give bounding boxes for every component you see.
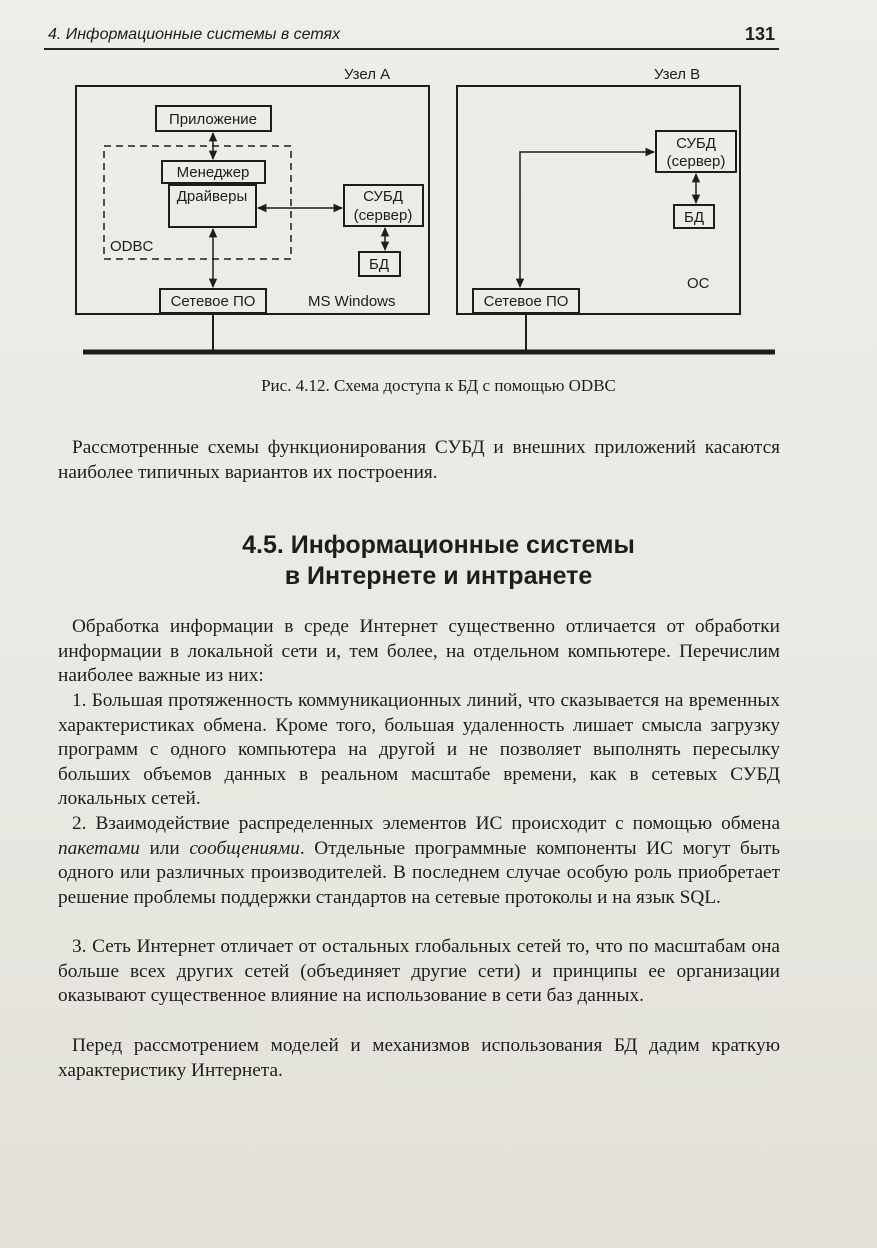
page-number: 131 xyxy=(744,24,775,44)
db-a-label: БД xyxy=(368,256,390,273)
running-title: 4. Информационные системы в сетях xyxy=(48,26,341,43)
dbms-a-label-line2: (сервер) xyxy=(353,207,413,224)
term-packets: пакетами xyxy=(58,837,140,859)
dbms-b-label-line1: СУБД xyxy=(676,135,716,152)
paragraph-3 xyxy=(58,812,780,910)
paragraph-3-start: 2. Взаимодействие распределенных элементов ИС происходит с помощью обмена xyxy=(72,813,780,834)
application-label: Приложение xyxy=(169,111,257,128)
db-b-label: БД xyxy=(683,209,705,226)
paragraph-2: 1. Большая протяженность коммуникационных линий, что сказывается на временных характеристиках обмена. Кроме того, большая удаленность лишает смысла загрузку программ с одного компьютера на другой и не позволяет выполнять пересылку больших объемов данных в реальном масштабе времени, как в сетевых СУБД локальных сетей. xyxy=(58,690,780,809)
os-a-label: MS Windows xyxy=(308,293,396,310)
paragraph-3-rest: . Отдельные программные компоненты ИС могут быть одного или различных производителей. В последнем случае особую роль приобретает решение проблемы поддержки стандартов на сетевые протоколы и на язык SQL. xyxy=(58,837,780,908)
network-software-a-label: Сетевое ПО xyxy=(170,293,256,310)
odbc-diagram xyxy=(0,0,877,380)
paragraph-5: Перед рассмотрением моделей и механизмов использования БД дадим краткую характеристику Интернета. xyxy=(58,1035,780,1081)
figure-caption: Рис. 4.12. Схема доступа к БД с помощью ODBC xyxy=(261,376,616,395)
dbms-b-label-line2: (сервер) xyxy=(666,153,726,170)
node-b-label: Узел В xyxy=(654,66,701,83)
section-heading-line2: в Интернете и интранете xyxy=(284,562,593,590)
paragraph-1: Обработка информации в среде Интернет существенно отличается от обработки информации в локальной сети и, тем более, на отдельном компьютере. Перечислим наиболее важные из них: xyxy=(58,616,780,686)
dbms-a-label-line1: СУБД xyxy=(363,188,403,205)
term-messages: сообщениями xyxy=(189,837,300,859)
paragraph-4: 3. Сеть Интернет отличает от остальных глобальных сетей то, что по масштабам она больше всех других сетей (объединяет другие сети) и принципы ее организации оказывают существенное влияние на использование в сети баз данных. xyxy=(58,936,780,1006)
manager-label: Менеджер xyxy=(176,164,250,181)
paragraph-3-mid: или xyxy=(139,837,190,859)
os-b-label: ОС xyxy=(687,275,710,292)
drivers-label: Драйверы xyxy=(176,188,248,205)
odbc-label: ODBC xyxy=(110,238,154,255)
node-a-label: Узел А xyxy=(344,66,391,83)
network-software-b-label: Сетевое ПО xyxy=(483,293,569,310)
intro-paragraph: Рассмотренные схемы функционирования СУБД и внешних приложений касаются наиболее типичных вариантов их построения. xyxy=(58,437,780,483)
section-heading-line1: 4.5. Информационные системы xyxy=(242,531,635,559)
section-heading xyxy=(0,530,877,592)
